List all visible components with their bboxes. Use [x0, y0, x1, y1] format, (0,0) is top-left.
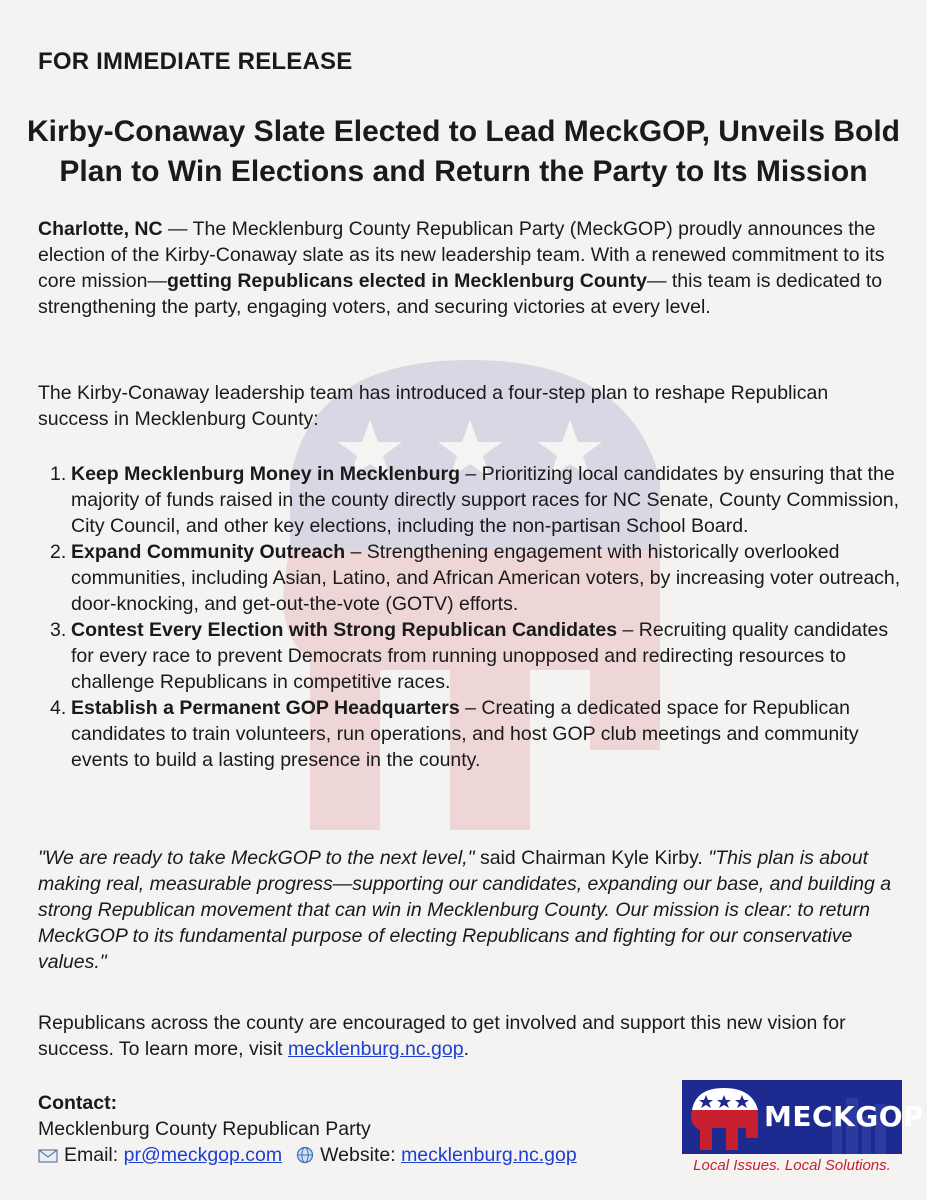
- meckgop-logo: [682, 1080, 925, 1178]
- release-label: FOR IMMEDIATE RELEASE: [38, 48, 353, 75]
- logo-banner: [682, 1080, 925, 1154]
- intro-paragraph: [38, 216, 898, 320]
- intro-text-b: — this team is dedicated to strengthening the party, engaging voters, and securing victories at every level.: [38, 270, 883, 318]
- contact-line: [38, 1142, 658, 1168]
- closing-paragraph: [38, 1010, 898, 1062]
- headline: [20, 112, 907, 192]
- contact-website-link[interactable]: mecklenburg.nc.gop: [401, 1144, 577, 1166]
- plan-steps-list: [38, 461, 903, 773]
- contact-org: Mecklenburg County Republican Party: [38, 1118, 371, 1140]
- quote-attribution: said Chairman Kyle Kirby.: [474, 847, 709, 869]
- dateline: Charlotte, NC: [38, 218, 163, 240]
- intro-bold-mission: getting Republicans elected in Mecklenburg County: [166, 270, 647, 292]
- closing-end: .: [463, 1038, 470, 1060]
- plan-step-text: – Strengthening engagement with historically overlooked communities, including Asian, Latino, and African American voters, by increasing voter outreach, door-knocking, and get-out-the-vote (GOTV) efforts.: [71, 541, 901, 615]
- plan-step-number: 4.: [50, 697, 67, 719]
- quote-part-2: "This plan is about making real, measurable progress—supporting our candidates, expanding our base, and building a strong Republican movement that can win in Mecklenburg County. Our mission is clear: to return MeckGOP to its fundamental purpose of electing Republicans and fighting for our conservative values.": [38, 847, 892, 973]
- plan-step-title: Contest Every Election with Strong Republican Candidates: [71, 619, 618, 641]
- plan-step-text: – Creating a dedicated space for Republican candidates to train volunteers, run operations, and host GOP club meetings and community events to build a lasting presence in the county.: [71, 697, 859, 771]
- plan-step-title: Establish a Permanent GOP Headquarters: [71, 697, 460, 719]
- plan-step: [38, 617, 903, 695]
- website-label: Website:: [320, 1144, 402, 1166]
- envelope-icon: [38, 1148, 58, 1164]
- plan-step: [38, 695, 903, 773]
- website-link[interactable]: mecklenburg.nc.gop: [287, 1038, 464, 1060]
- plan-step-text: – Prioritizing local candidates by ensuring that the majority of funds raised in the county directly support races for NC Senate, County Commission, City Council, and other key elections, including the non-partisan School Board.: [71, 463, 900, 537]
- plan-intro-paragraph: The Kirby-Conaway leadership team has introduced a four-step plan to reshape Republican success in Mecklenburg County:: [38, 382, 829, 430]
- logo-tagline: Local Issues. Local Solutions.: [693, 1157, 891, 1174]
- headline-line-1: Kirby-Conaway Slate Elected to Lead MeckGOP, Unveils Bold: [26, 115, 901, 148]
- plan-step: [38, 461, 903, 539]
- quote-paragraph: [38, 845, 898, 975]
- plan-step-number: 2.: [50, 541, 67, 563]
- contact-block: [38, 1090, 658, 1168]
- plan-step-title: Expand Community Outreach: [71, 541, 346, 563]
- plan-step-number: 1.: [50, 463, 67, 485]
- quote-part-1: "We are ready to take MeckGOP to the next level,": [38, 847, 475, 869]
- plan-step: [38, 539, 903, 617]
- email-label: Email:: [64, 1144, 124, 1166]
- logo-wordmark: MECKGOP: [764, 1100, 925, 1133]
- intro-text-a: — The Mecklenburg County Republican Party (MeckGOP) proudly announces the election of the Kirby-Conaway slate as its new leadership team. With a renewed commitment to its core mission—: [38, 218, 885, 292]
- globe-icon: [296, 1146, 314, 1164]
- plan-step-text: – Recruiting quality candidates for every race to prevent Democrats from running unopposed and redirecting resources to challenge Republicans in competitive races.: [71, 619, 889, 693]
- email-link[interactable]: pr@meckgop.com: [123, 1144, 283, 1166]
- plan-step-title: Keep Mecklenburg Money in Mecklenburg: [71, 463, 460, 485]
- headline-line-2: Plan to Win Elections and Return the Party to Its Mission: [59, 155, 868, 188]
- plan-step-number: 3.: [50, 619, 67, 641]
- contact-label: Contact:: [38, 1092, 118, 1114]
- closing-text: Republicans across the county are encouraged to get involved and support this new vision for success. To learn more, visit: [38, 1012, 846, 1060]
